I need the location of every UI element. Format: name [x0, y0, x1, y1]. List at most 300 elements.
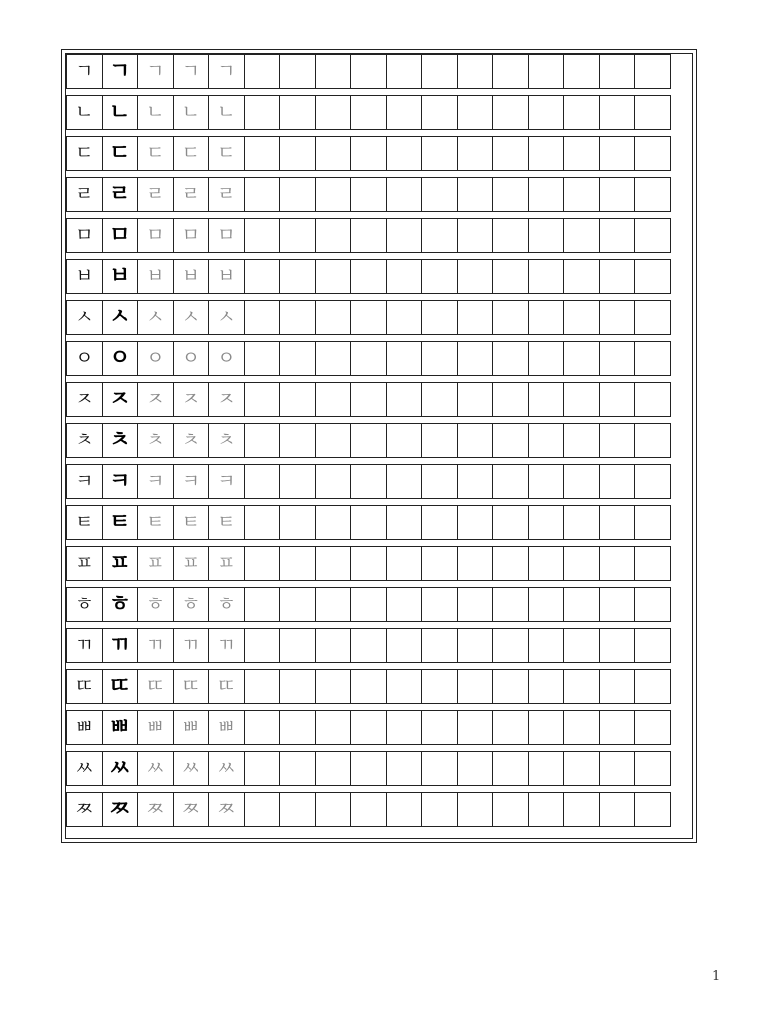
- blank-practice-cell[interactable]: [315, 54, 352, 89]
- blank-practice-cell[interactable]: [386, 95, 423, 130]
- letter-trace-cell: ㅆ: [208, 751, 245, 786]
- blank-practice-cell[interactable]: [350, 587, 387, 622]
- blank-practice-cell[interactable]: [563, 710, 600, 745]
- letter-trace-cell: ㅂ: [208, 259, 245, 294]
- blank-practice-cell[interactable]: [421, 382, 458, 417]
- blank-practice-cell[interactable]: [599, 177, 636, 212]
- blank-practice-cell[interactable]: [492, 669, 529, 704]
- blank-practice-cell[interactable]: [315, 95, 352, 130]
- blank-practice-cell[interactable]: [350, 423, 387, 458]
- blank-practice-cell[interactable]: [315, 669, 352, 704]
- blank-practice-cell[interactable]: [279, 54, 316, 89]
- blank-practice-cell[interactable]: [599, 54, 636, 89]
- blank-practice-cell[interactable]: [386, 341, 423, 376]
- blank-practice-cell[interactable]: [350, 300, 387, 335]
- blank-practice-cell[interactable]: [634, 464, 671, 499]
- blank-practice-cell[interactable]: [563, 505, 600, 540]
- blank-practice-cell[interactable]: [599, 95, 636, 130]
- blank-practice-cell[interactable]: [563, 54, 600, 89]
- letter-model-cell: ㅍ: [102, 546, 139, 581]
- letter-reference-cell: ㅇ: [66, 341, 103, 376]
- blank-practice-cell[interactable]: [244, 464, 281, 499]
- letter-trace-cell: ㅊ: [137, 423, 174, 458]
- blank-practice-cell[interactable]: [563, 751, 600, 786]
- letter-reference-cell: ㄱ: [66, 54, 103, 89]
- blank-practice-cell[interactable]: [350, 136, 387, 171]
- blank-practice-cell[interactable]: [279, 300, 316, 335]
- letter-reference-cell: ㄲ: [66, 628, 103, 663]
- blank-practice-cell[interactable]: [386, 218, 423, 253]
- blank-practice-cell[interactable]: [315, 300, 352, 335]
- letter-reference-cell: ㅉ: [66, 792, 103, 827]
- practice-row: [66, 259, 686, 294]
- blank-practice-cell[interactable]: [350, 218, 387, 253]
- blank-practice-cell[interactable]: [634, 423, 671, 458]
- blank-practice-cell[interactable]: [386, 628, 423, 663]
- blank-practice-cell[interactable]: [599, 710, 636, 745]
- practice-row: [66, 792, 686, 827]
- blank-practice-cell[interactable]: [244, 423, 281, 458]
- blank-practice-cell[interactable]: [563, 669, 600, 704]
- blank-practice-cell[interactable]: [386, 136, 423, 171]
- letter-trace-cell: ㅅ: [137, 300, 174, 335]
- blank-practice-cell[interactable]: [492, 710, 529, 745]
- blank-practice-cell[interactable]: [599, 628, 636, 663]
- blank-practice-cell[interactable]: [528, 259, 565, 294]
- blank-practice-cell[interactable]: [528, 546, 565, 581]
- blank-practice-cell[interactable]: [492, 546, 529, 581]
- blank-practice-cell[interactable]: [599, 300, 636, 335]
- blank-practice-cell[interactable]: [563, 382, 600, 417]
- blank-practice-cell[interactable]: [563, 341, 600, 376]
- practice-row: [66, 710, 686, 745]
- blank-practice-cell[interactable]: [350, 259, 387, 294]
- letter-reference-cell: ㅂ: [66, 259, 103, 294]
- letter-trace-cell: ㅉ: [173, 792, 210, 827]
- blank-practice-cell[interactable]: [599, 136, 636, 171]
- blank-practice-cell[interactable]: [315, 505, 352, 540]
- letter-trace-cell: ㅉ: [137, 792, 174, 827]
- blank-practice-cell[interactable]: [386, 423, 423, 458]
- letter-trace-cell: ㄹ: [208, 177, 245, 212]
- blank-practice-cell[interactable]: [528, 628, 565, 663]
- blank-practice-cell[interactable]: [386, 464, 423, 499]
- blank-practice-cell[interactable]: [634, 300, 671, 335]
- blank-practice-cell[interactable]: [528, 587, 565, 622]
- blank-practice-cell[interactable]: [599, 751, 636, 786]
- practice-row: [66, 341, 686, 376]
- letter-trace-cell: ㅅ: [173, 300, 210, 335]
- blank-practice-cell[interactable]: [599, 341, 636, 376]
- blank-practice-cell[interactable]: [563, 464, 600, 499]
- blank-practice-cell[interactable]: [492, 628, 529, 663]
- letter-trace-cell: ㅇ: [208, 341, 245, 376]
- blank-practice-cell[interactable]: [563, 136, 600, 171]
- practice-row: [66, 423, 686, 458]
- blank-practice-cell[interactable]: [492, 423, 529, 458]
- letter-reference-cell: ㅅ: [66, 300, 103, 335]
- letter-trace-cell: ㅍ: [173, 546, 210, 581]
- blank-practice-cell[interactable]: [528, 341, 565, 376]
- blank-practice-cell[interactable]: [492, 382, 529, 417]
- blank-practice-cell[interactable]: [386, 792, 423, 827]
- blank-practice-cell[interactable]: [315, 218, 352, 253]
- blank-practice-cell[interactable]: [457, 54, 494, 89]
- letter-trace-cell: ㄸ: [173, 669, 210, 704]
- blank-practice-cell[interactable]: [350, 54, 387, 89]
- blank-practice-cell[interactable]: [492, 505, 529, 540]
- blank-practice-cell[interactable]: [634, 382, 671, 417]
- blank-practice-cell[interactable]: [421, 546, 458, 581]
- letter-trace-cell: ㄱ: [208, 54, 245, 89]
- blank-practice-cell[interactable]: [315, 341, 352, 376]
- blank-practice-cell[interactable]: [492, 751, 529, 786]
- blank-practice-cell[interactable]: [386, 259, 423, 294]
- blank-practice-cell[interactable]: [244, 259, 281, 294]
- blank-practice-cell[interactable]: [350, 382, 387, 417]
- blank-practice-cell[interactable]: [457, 259, 494, 294]
- blank-practice-cell[interactable]: [421, 300, 458, 335]
- letter-trace-cell: ㅃ: [208, 710, 245, 745]
- blank-practice-cell[interactable]: [599, 382, 636, 417]
- blank-practice-cell[interactable]: [244, 95, 281, 130]
- letter-reference-cell: ㅆ: [66, 751, 103, 786]
- letter-trace-cell: ㅋ: [208, 464, 245, 499]
- letter-trace-cell: ㄷ: [208, 136, 245, 171]
- blank-practice-cell[interactable]: [457, 464, 494, 499]
- blank-practice-cell[interactable]: [563, 177, 600, 212]
- blank-practice-cell[interactable]: [457, 136, 494, 171]
- blank-practice-cell[interactable]: [279, 587, 316, 622]
- blank-practice-cell[interactable]: [315, 628, 352, 663]
- blank-practice-cell[interactable]: [457, 95, 494, 130]
- blank-practice-cell[interactable]: [634, 218, 671, 253]
- letter-reference-cell: ㄷ: [66, 136, 103, 171]
- blank-practice-cell[interactable]: [244, 54, 281, 89]
- blank-practice-cell[interactable]: [421, 751, 458, 786]
- blank-practice-cell[interactable]: [457, 505, 494, 540]
- blank-practice-cell[interactable]: [350, 710, 387, 745]
- blank-practice-cell[interactable]: [599, 546, 636, 581]
- blank-practice-cell[interactable]: [386, 382, 423, 417]
- blank-practice-cell[interactable]: [528, 95, 565, 130]
- letter-trace-cell: ㅆ: [173, 751, 210, 786]
- blank-practice-cell[interactable]: [599, 792, 636, 827]
- blank-practice-cell[interactable]: [279, 341, 316, 376]
- letter-trace-cell: ㅁ: [137, 218, 174, 253]
- letter-model-cell: ㅊ: [102, 423, 139, 458]
- blank-practice-cell[interactable]: [492, 341, 529, 376]
- letter-trace-cell: ㄱ: [137, 54, 174, 89]
- letter-trace-cell: ㄲ: [137, 628, 174, 663]
- blank-practice-cell[interactable]: [528, 218, 565, 253]
- blank-practice-cell[interactable]: [315, 423, 352, 458]
- letter-trace-cell: ㄷ: [173, 136, 210, 171]
- letter-trace-cell: ㄷ: [137, 136, 174, 171]
- blank-practice-cell[interactable]: [528, 792, 565, 827]
- blank-practice-cell[interactable]: [634, 628, 671, 663]
- blank-practice-cell[interactable]: [279, 669, 316, 704]
- blank-practice-cell[interactable]: [634, 259, 671, 294]
- blank-practice-cell[interactable]: [528, 669, 565, 704]
- blank-practice-cell[interactable]: [421, 792, 458, 827]
- blank-practice-cell[interactable]: [244, 751, 281, 786]
- letter-trace-cell: ㅅ: [208, 300, 245, 335]
- blank-practice-cell[interactable]: [634, 792, 671, 827]
- blank-practice-cell[interactable]: [563, 423, 600, 458]
- blank-practice-cell[interactable]: [315, 792, 352, 827]
- blank-practice-cell[interactable]: [457, 587, 494, 622]
- blank-practice-cell[interactable]: [634, 587, 671, 622]
- blank-practice-cell[interactable]: [492, 177, 529, 212]
- worksheet-frame: [61, 49, 697, 843]
- blank-practice-cell[interactable]: [386, 177, 423, 212]
- letter-trace-cell: ㄱ: [173, 54, 210, 89]
- letter-trace-cell: ㅌ: [137, 505, 174, 540]
- letter-trace-cell: ㄹ: [173, 177, 210, 212]
- blank-practice-cell[interactable]: [457, 669, 494, 704]
- blank-practice-cell[interactable]: [350, 628, 387, 663]
- blank-practice-cell[interactable]: [634, 177, 671, 212]
- blank-practice-cell[interactable]: [492, 136, 529, 171]
- blank-practice-cell[interactable]: [492, 300, 529, 335]
- blank-practice-cell[interactable]: [599, 218, 636, 253]
- blank-practice-cell[interactable]: [492, 95, 529, 130]
- letter-trace-cell: ㅂ: [173, 259, 210, 294]
- blank-practice-cell[interactable]: [634, 505, 671, 540]
- blank-practice-cell[interactable]: [244, 218, 281, 253]
- blank-practice-cell[interactable]: [350, 464, 387, 499]
- blank-practice-cell[interactable]: [634, 54, 671, 89]
- letter-model-cell: ㅉ: [102, 792, 139, 827]
- letter-reference-cell: ㅍ: [66, 546, 103, 581]
- blank-practice-cell[interactable]: [350, 546, 387, 581]
- blank-practice-cell[interactable]: [386, 54, 423, 89]
- blank-practice-cell[interactable]: [386, 587, 423, 622]
- blank-practice-cell[interactable]: [528, 177, 565, 212]
- letter-model-cell: ㄷ: [102, 136, 139, 171]
- blank-practice-cell[interactable]: [421, 136, 458, 171]
- blank-practice-cell[interactable]: [457, 792, 494, 827]
- blank-practice-cell[interactable]: [421, 95, 458, 130]
- letter-trace-cell: ㅋ: [137, 464, 174, 499]
- blank-practice-cell[interactable]: [421, 505, 458, 540]
- blank-practice-cell[interactable]: [492, 792, 529, 827]
- blank-practice-cell[interactable]: [244, 136, 281, 171]
- blank-practice-cell[interactable]: [599, 669, 636, 704]
- letter-model-cell: ㄲ: [102, 628, 139, 663]
- blank-practice-cell[interactable]: [315, 751, 352, 786]
- blank-practice-cell[interactable]: [634, 136, 671, 171]
- blank-practice-cell[interactable]: [279, 177, 316, 212]
- blank-practice-cell[interactable]: [350, 669, 387, 704]
- blank-practice-cell[interactable]: [350, 505, 387, 540]
- letter-trace-cell: ㅈ: [173, 382, 210, 417]
- letter-reference-cell: ㅌ: [66, 505, 103, 540]
- blank-practice-cell[interactable]: [386, 546, 423, 581]
- blank-practice-cell[interactable]: [350, 341, 387, 376]
- letter-model-cell: ㅃ: [102, 710, 139, 745]
- blank-practice-cell[interactable]: [315, 710, 352, 745]
- blank-practice-cell[interactable]: [315, 136, 352, 171]
- blank-practice-cell[interactable]: [457, 546, 494, 581]
- blank-practice-cell[interactable]: [279, 464, 316, 499]
- letter-model-cell: ㅁ: [102, 218, 139, 253]
- blank-practice-cell[interactable]: [279, 546, 316, 581]
- blank-practice-cell[interactable]: [599, 259, 636, 294]
- letter-trace-cell: ㄲ: [173, 628, 210, 663]
- letter-trace-cell: ㅈ: [137, 382, 174, 417]
- blank-practice-cell[interactable]: [492, 464, 529, 499]
- blank-practice-cell[interactable]: [421, 587, 458, 622]
- blank-practice-cell[interactable]: [244, 177, 281, 212]
- blank-practice-cell[interactable]: [244, 587, 281, 622]
- blank-practice-cell[interactable]: [421, 423, 458, 458]
- letter-trace-cell: ㄸ: [208, 669, 245, 704]
- blank-practice-cell[interactable]: [563, 259, 600, 294]
- blank-practice-cell[interactable]: [457, 423, 494, 458]
- practice-row: [66, 751, 686, 786]
- blank-practice-cell[interactable]: [279, 218, 316, 253]
- practice-grid: [66, 54, 686, 827]
- blank-practice-cell[interactable]: [634, 669, 671, 704]
- letter-model-cell: ㅇ: [102, 341, 139, 376]
- blank-practice-cell[interactable]: [244, 628, 281, 663]
- blank-practice-cell[interactable]: [350, 177, 387, 212]
- blank-practice-cell[interactable]: [528, 423, 565, 458]
- blank-practice-cell[interactable]: [563, 628, 600, 663]
- practice-row: [66, 587, 686, 622]
- blank-practice-cell[interactable]: [457, 218, 494, 253]
- blank-practice-cell[interactable]: [457, 382, 494, 417]
- blank-practice-cell[interactable]: [528, 382, 565, 417]
- blank-practice-cell[interactable]: [279, 382, 316, 417]
- blank-practice-cell[interactable]: [528, 136, 565, 171]
- letter-trace-cell: ㅊ: [173, 423, 210, 458]
- letter-reference-cell: ㅈ: [66, 382, 103, 417]
- blank-practice-cell[interactable]: [244, 792, 281, 827]
- blank-practice-cell[interactable]: [528, 751, 565, 786]
- blank-practice-cell[interactable]: [492, 587, 529, 622]
- blank-practice-cell[interactable]: [563, 95, 600, 130]
- blank-practice-cell[interactable]: [315, 259, 352, 294]
- blank-practice-cell[interactable]: [563, 218, 600, 253]
- blank-practice-cell[interactable]: [386, 710, 423, 745]
- blank-practice-cell[interactable]: [421, 54, 458, 89]
- blank-practice-cell[interactable]: [421, 259, 458, 294]
- blank-practice-cell[interactable]: [457, 710, 494, 745]
- blank-practice-cell[interactable]: [492, 218, 529, 253]
- blank-practice-cell[interactable]: [386, 505, 423, 540]
- blank-practice-cell[interactable]: [279, 136, 316, 171]
- blank-practice-cell[interactable]: [634, 751, 671, 786]
- blank-practice-cell[interactable]: [279, 505, 316, 540]
- blank-practice-cell[interactable]: [350, 95, 387, 130]
- letter-model-cell: ㄸ: [102, 669, 139, 704]
- blank-practice-cell[interactable]: [599, 587, 636, 622]
- blank-practice-cell[interactable]: [279, 259, 316, 294]
- blank-practice-cell[interactable]: [528, 710, 565, 745]
- blank-practice-cell[interactable]: [563, 587, 600, 622]
- blank-practice-cell[interactable]: [244, 341, 281, 376]
- blank-practice-cell[interactable]: [386, 300, 423, 335]
- blank-practice-cell[interactable]: [421, 464, 458, 499]
- blank-practice-cell[interactable]: [563, 300, 600, 335]
- letter-trace-cell: ㅁ: [173, 218, 210, 253]
- blank-practice-cell[interactable]: [386, 751, 423, 786]
- blank-practice-cell[interactable]: [528, 505, 565, 540]
- letter-model-cell: ㅋ: [102, 464, 139, 499]
- blank-practice-cell[interactable]: [457, 341, 494, 376]
- blank-practice-cell[interactable]: [421, 177, 458, 212]
- letter-model-cell: ㅆ: [102, 751, 139, 786]
- blank-practice-cell[interactable]: [279, 95, 316, 130]
- blank-practice-cell[interactable]: [634, 546, 671, 581]
- blank-practice-cell[interactable]: [599, 423, 636, 458]
- blank-practice-cell[interactable]: [421, 218, 458, 253]
- letter-model-cell: ㅎ: [102, 587, 139, 622]
- blank-practice-cell[interactable]: [528, 464, 565, 499]
- blank-practice-cell[interactable]: [457, 628, 494, 663]
- blank-practice-cell[interactable]: [279, 423, 316, 458]
- blank-practice-cell[interactable]: [421, 710, 458, 745]
- blank-practice-cell[interactable]: [457, 177, 494, 212]
- blank-practice-cell[interactable]: [563, 792, 600, 827]
- blank-practice-cell[interactable]: [279, 710, 316, 745]
- blank-practice-cell[interactable]: [315, 177, 352, 212]
- letter-trace-cell: ㅍ: [137, 546, 174, 581]
- blank-practice-cell[interactable]: [279, 628, 316, 663]
- blank-practice-cell[interactable]: [244, 505, 281, 540]
- blank-practice-cell[interactable]: [634, 341, 671, 376]
- blank-practice-cell[interactable]: [315, 546, 352, 581]
- blank-practice-cell[interactable]: [244, 669, 281, 704]
- letter-reference-cell: ㄴ: [66, 95, 103, 130]
- blank-practice-cell[interactable]: [350, 751, 387, 786]
- blank-practice-cell[interactable]: [528, 54, 565, 89]
- blank-practice-cell[interactable]: [386, 669, 423, 704]
- blank-practice-cell[interactable]: [492, 259, 529, 294]
- letter-trace-cell: ㅍ: [208, 546, 245, 581]
- blank-practice-cell[interactable]: [421, 669, 458, 704]
- blank-practice-cell[interactable]: [279, 751, 316, 786]
- letter-trace-cell: ㅎ: [137, 587, 174, 622]
- blank-practice-cell[interactable]: [634, 95, 671, 130]
- blank-practice-cell[interactable]: [421, 341, 458, 376]
- blank-practice-cell[interactable]: [457, 300, 494, 335]
- blank-practice-cell[interactable]: [315, 382, 352, 417]
- blank-practice-cell[interactable]: [457, 751, 494, 786]
- blank-practice-cell[interactable]: [492, 54, 529, 89]
- blank-practice-cell[interactable]: [563, 546, 600, 581]
- blank-practice-cell[interactable]: [599, 464, 636, 499]
- blank-practice-cell[interactable]: [315, 464, 352, 499]
- blank-practice-cell[interactable]: [350, 792, 387, 827]
- blank-practice-cell[interactable]: [315, 587, 352, 622]
- letter-trace-cell: ㅋ: [173, 464, 210, 499]
- blank-practice-cell[interactable]: [244, 710, 281, 745]
- blank-practice-cell[interactable]: [421, 628, 458, 663]
- blank-practice-cell[interactable]: [244, 546, 281, 581]
- letter-trace-cell: ㅃ: [173, 710, 210, 745]
- blank-practice-cell[interactable]: [244, 382, 281, 417]
- blank-practice-cell[interactable]: [244, 300, 281, 335]
- blank-practice-cell[interactable]: [528, 300, 565, 335]
- blank-practice-cell[interactable]: [279, 792, 316, 827]
- blank-practice-cell[interactable]: [599, 505, 636, 540]
- blank-practice-cell[interactable]: [634, 710, 671, 745]
- letter-trace-cell: ㅌ: [208, 505, 245, 540]
